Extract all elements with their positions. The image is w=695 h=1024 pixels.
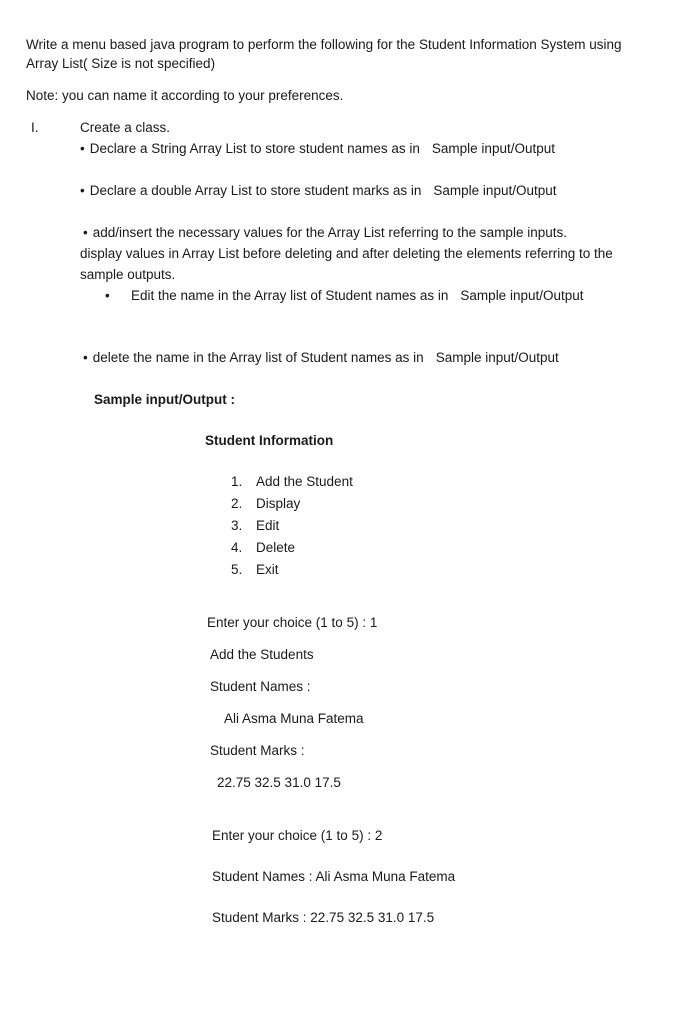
note-line: Note: you can name it according to your preferences. bbox=[26, 88, 344, 103]
bullet-add-insert-line-2: display values in Array List before deleting and after deleting the elements referring to the bbox=[80, 246, 613, 261]
menu-item: 2. Display bbox=[231, 496, 301, 511]
bullet-text: Declare a String Array List to store student names as in bbox=[89, 141, 420, 156]
display-names-line: Student Names : Ali Asma Muna Fatema bbox=[212, 869, 456, 884]
add-students-line: Add the Students bbox=[210, 647, 314, 662]
bullet-declare-names bbox=[80, 140, 555, 158]
intro-line-1: Write a menu based java program to perform the following for the Student Information System using bbox=[26, 37, 622, 52]
bullet-text: Declare a double Array List to store student marks as in bbox=[89, 183, 422, 198]
student-names-values: Ali Asma Muna Fatema bbox=[224, 711, 364, 726]
menu-item: 1. Add the Student bbox=[231, 474, 353, 489]
sample-ref: Sample input/Output bbox=[433, 183, 557, 198]
bullet-add-insert bbox=[83, 224, 567, 242]
sample-ref: Sample input/Output bbox=[431, 141, 555, 156]
bullet-declare-marks bbox=[80, 182, 556, 200]
task-title: Create a class. bbox=[80, 120, 171, 135]
menu-item: 4. Delete bbox=[231, 540, 296, 555]
bullet-add-insert-line-3: sample outputs. bbox=[80, 267, 176, 282]
student-names-label: Student Names : bbox=[210, 679, 311, 694]
bullet-icon bbox=[83, 350, 93, 365]
bullet-icon bbox=[83, 225, 93, 240]
bullet-text: delete the name in the Array list of Student names as in bbox=[92, 350, 424, 365]
bullet-icon bbox=[80, 141, 90, 156]
bullet-icon bbox=[80, 183, 90, 198]
student-marks-values: 22.75 32.5 31.0 17.5 bbox=[217, 775, 341, 790]
menu-item: 3. Edit bbox=[231, 518, 280, 533]
sample-ref: Sample input/Output bbox=[435, 350, 559, 365]
sample-ref: Sample input/Output bbox=[460, 288, 584, 303]
bullet-text: Edit the name in the Array list of Student names as in bbox=[131, 288, 449, 303]
menu-title: Student Information bbox=[205, 433, 334, 448]
choice-prompt-2: Enter your choice (1 to 5) : 2 bbox=[212, 828, 383, 843]
bullet-icon: • bbox=[105, 288, 110, 303]
bullet-delete bbox=[83, 349, 559, 367]
student-marks-label: Student Marks : bbox=[210, 743, 305, 758]
bullet-edit bbox=[105, 287, 584, 305]
display-marks-line: Student Marks : 22.75 32.5 31.0 17.5 bbox=[212, 910, 435, 925]
menu-item: 5. Exit bbox=[231, 562, 279, 577]
task-number: I. bbox=[31, 120, 39, 135]
choice-prompt-1: Enter your choice (1 to 5) : 1 bbox=[207, 615, 378, 630]
sample-heading: Sample input/Output : bbox=[94, 392, 235, 407]
intro-line-2: Array List( Size is not specified) bbox=[26, 56, 216, 71]
bullet-text: add/insert the necessary values for the Array List referring to the sample inputs. bbox=[92, 225, 567, 240]
